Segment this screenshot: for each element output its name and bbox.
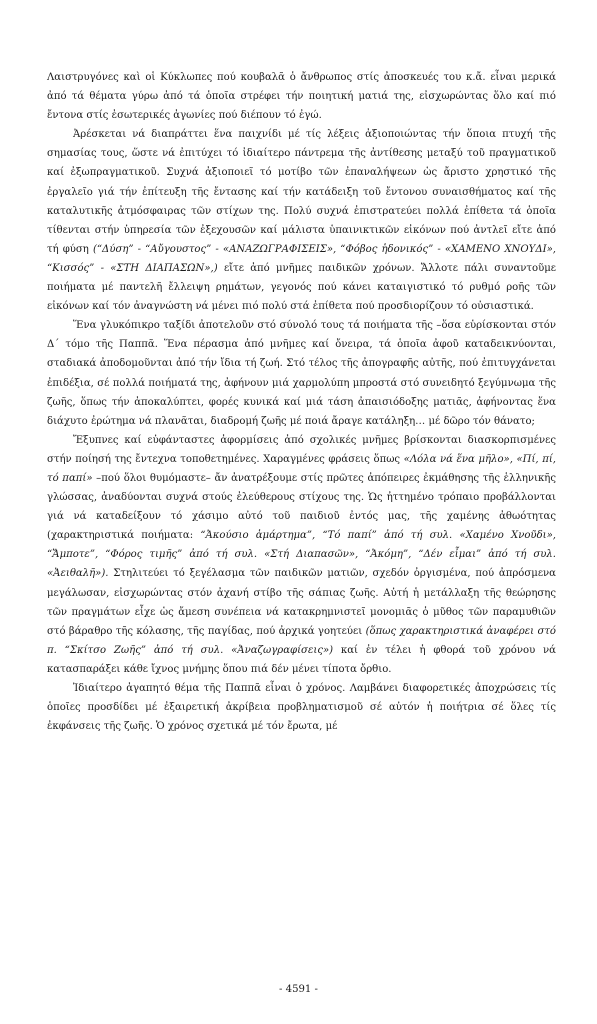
text-run: Λαιστρυγόνες καὶ οἱ Κύκλωπες πού κουβαλᾶ ὁ ἄνθρωπος στίς ἀποσκευές του κ.ἄ. εἶναι μερικά ἀπό τά θέματα γύρω ἀπό τά ὁποῖα στρέφει τήν ποιητική ματιά της, εἰσχωρώντας ὅλο καί πιό ἔντονα στίς ἐσωτερικές ἀγωνίες πού διέπουν τό ἐγώ. <box>47 72 556 122</box>
paragraph <box>47 431 556 679</box>
text-run: Ἔξυπνες καί εὐφάνταστες ἀφορμίσεις ἀπό σχολικές μνῆμες βρίσκονται διασκορπισμένες στήν ποίησή της ἔντεχνα τοποθετημένες. Χαραγμένες φράσεις ὅπως <box>47 434 556 465</box>
italic-text-run: “Ἀκούσιο ἁμάρτημα”, “Τό παπί” ἀπό τή συλ. «Χαμένο Χνοῦδι», “Ἄμποτε”, “Φόρος τιμῆς” ἀπό τή συλ. «Στή Διαπασῶν», “Ἀκόμη”, “Δέν εἶμαι” ἀπό τή συλ. «Ἀειθαλῆ»). <box>47 530 556 580</box>
page-body <box>47 68 556 736</box>
text-run: Ἀρέσκεται νά διαπράττει ἕνα παιχνίδι μέ τίς λέξεις ἀξιοποιώντας τήν ὅποια πτυχή τῆς σημασίας τους, ὥστε νά ἐπιτύχει τό ἰδιαίτερο πάντρεμα τῆς ἀντίθεσης μεταξύ τοῦ πραγματικοῦ καί ἐξωπραγματικοῦ. Συχνά ἀξιοποιεῖ τό μοτίβο τῶν ἐπαναλήψεων ὡς ἄριστο χρηστικό τῆς ἐργαλεῖο γιά τήν ἐπίτευξη τῆς ἔντασης καί τήν κατάδειξη τοῦ ἔντονου συναισθήματος καί τῆς καταλυτικῆς ἀτμόσφαιρας τῶν στίχων της. Πολύ συχνά ἐπιστρατεύει πολλά ἐπίθετα τά ὁποῖα τίθενται στήν ὑπηρεσία τῶν ἐξεχουσῶν καί μάλιστα ὑπαινικτικῶν εἰκόνων πού ἀντλεῖ εἴτε ἀπό τή φύση <box>47 129 556 255</box>
page-number: - 4591 - <box>279 984 318 995</box>
paragraph <box>47 68 556 125</box>
paragraph <box>47 679 556 736</box>
text-run: καί ἐν τέλει ἡ φθορά τοῦ χρόνου νά κατασπαράξει κάθε ἴχνος μνήμης ὅπου πιά δέν μένει τίποτα ὄρθιο. <box>47 644 556 675</box>
text-run: Ἕνα γλυκόπικρο ταξίδι ἀποτελοῦν στό σύνολό τους τά ποιήματα τῆς –ὅσα εὑρίσκονται στόν Δ΄ τόμο τῆς Παππᾶ. Ἕνα πέρασμα ἀπό μνῆμες καί ὄνειρα, τά ὁποῖα ἀφοῦ καταδεικνύονται, σταδιακά ἀποδομοῦνται ἀπό τήν ἴδια τή ζωή. Στό τέλος τῆς ἀπογραφῆς αὐτῆς, πού ἐπιτυγχάνεται ἐπιδέξια, σέ πολλά ποιήματά της, ἀφήνουν μιά χαρμολύπη μπροστά στό συνειδητό ξεγύμνωμα τῆς ζωῆς, ὅπως τήν ἀποκαλύπτει, φορές κυνικά καί μιά τάση ἀπαισιόδοξης ματιᾶς, ἀφήνοντας ἕνα διάχυτο ἐρώτημα νά πλανᾶται, διαδρομή ζωῆς μέ ποιά ἄραγε κατάληξη… μέ δῶρο τόν θάνατο; <box>47 320 556 427</box>
text-run: εἴτε ἀπό μνῆμες παιδικῶν χρόνων. Ἄλλοτε πάλι συναντοῦμε ποιήματα μέ παντελῆ ἔλλειψη ρημάτων, γεγονός πού κάνει καταιγιστικό τό ρυθμό ροῆς τῶν εἰκόνων καί τόν ἀναγνώστη νά μένει πιό πολύ στά ἐπίθετα πού προσδιορίζουν τό οὐσιαστικά. <box>47 262 557 313</box>
italic-text-run: «Λόλα νά ἕνα μῆλο», «Πί, πί, τό παπί» <box>47 453 556 484</box>
text-run: –πού ὅλοι θυμόμαστε– ἄν ἀνατρέξουμε στίς πρῶτες ἀπόπειρες ἐκμάθησης τῆς ἑλληνικῆς γλώσσας, ἀναδύονται συχνά στούς ἐλεύθερους στίχους της. Ὡς ἠττημένο τρόπαιο προβάλλονται γιά νά καταδείξουν τό χάσιμο αὐτό τοῦ παιδιοῦ ἐντός μας, τῆς χαμένης ἀθωότητας (χαρακτηριστικά ποιήματα: <box>47 472 556 542</box>
italic-text-run: (ὅπως χαρακτηριστικά ἀναφέρει στό π. “Σκίτσο Ζωῆς” ἀπό τή συλ. «Ἀναζωγραφίσεις») <box>47 625 557 656</box>
italic-text-run: (“Δύση” - “Αὔγουστος” - «ΑΝΑΖΩΓΡΑΦΙΣΕΙΣ», “Φόβος ἡδονικός” - «ΧΑΜΕΝΟ ΧΝΟΥΔΙ», “Κισσός” - «ΣΤΗ ΔΙΑΠΑΣΩΝ»,) <box>47 243 556 274</box>
paragraph <box>47 316 556 431</box>
paragraph <box>47 125 556 316</box>
text-run: Ἰδιαίτερο ἀγαπητό θέμα τῆς Παππᾶ εἶναι ὁ χρόνος. Λαμβάνει διαφορετικές ἀποχρώσεις τίς ὁποῖες προσδίδει μέ ἐξαιρετική ἀκρίβεια προβληματισμοῦ σέ αὐτόν ἡ ποιήτρια σέ ὅλες τίς ἐκφάνσεις τῆς ζωῆς. Ὁ χρόνος σχετικά μέ τόν ἔρωτα, μέ <box>47 683 556 733</box>
text-run: Στηλιτεύει τό ξεγέλασμα τῶν παιδικῶν ματιῶν, σχεδόν ὀργισμένα, πού ἀπρόσμενα μεγάλωσαν, εἰσχωρώντας στόν ἀχανή στίβο τῆς σάπιας ζωῆς. Αὐτή ἡ μετάλλαξη τῆς θεώρησης τῶν πραγμάτων εἶχε ὡς ἄμεση συνέπεια νά κατακρημνιστεῖ μονομιᾶς ὁ μῦθος τῶν παραμυθιῶν στό βάραθρο τῆς κόλασης, τῆς παγίδας, πού ἀρχικά γοητεύει <box>47 568 556 637</box>
